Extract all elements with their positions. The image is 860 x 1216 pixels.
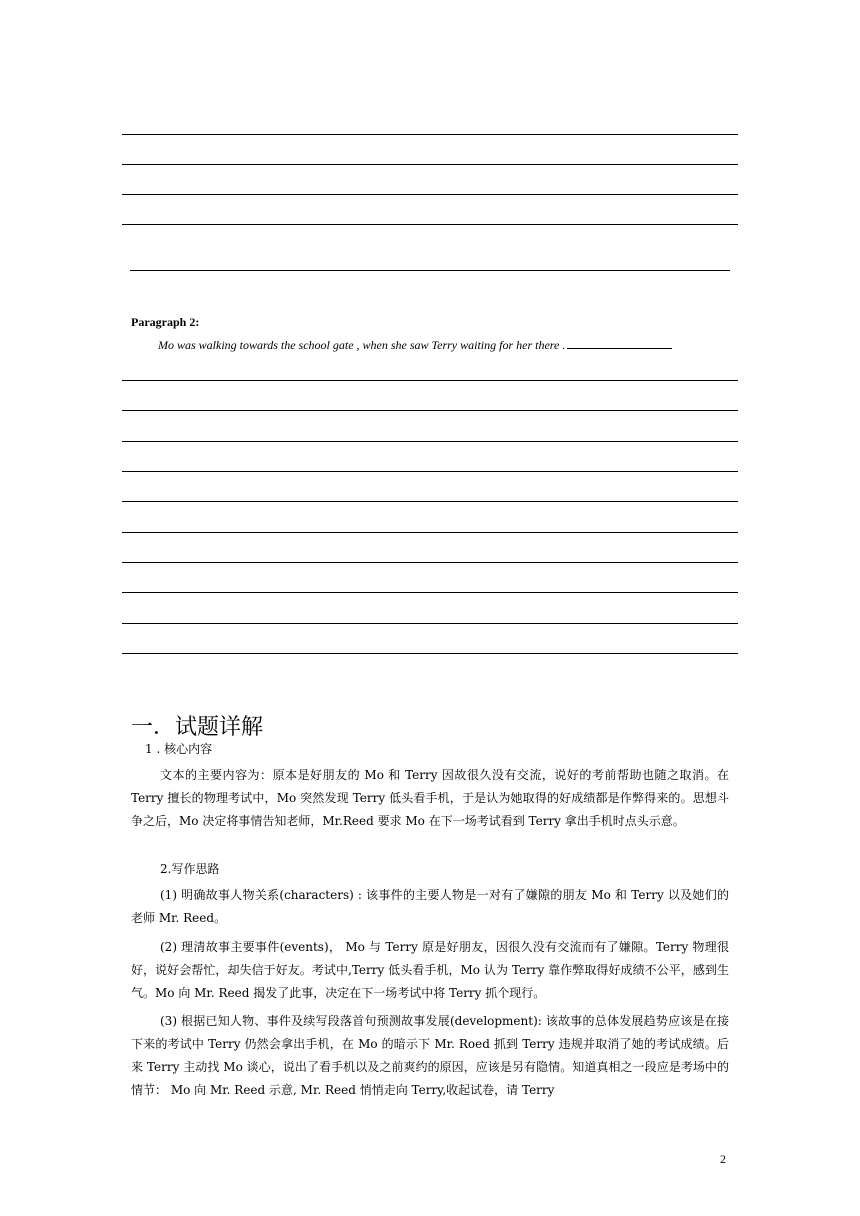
point-characters: (1) 明确故事人物关系(characters) : 该事件的主要人物是一对有了嫌隙的朋友 Mo 和 Terry 以及她们的老师 Mr. Reed。 [131, 888, 729, 925]
answer-blank[interactable] [567, 336, 672, 349]
opening-sentence: Mo was walking towards the school gate , when she saw Terry waiting for her there . [158, 338, 566, 352]
writing-line [130, 270, 730, 271]
page-number: 2 [720, 1152, 726, 1166]
subsection-writing-ideas: 2.写作思路 [160, 862, 220, 876]
point-events: (2) 理清故事主要事件(events)， Mo 与 Terry 原是好朋友，因很久没有交流而有了嫌隙。Terry 物理很好，说好会帮忙，却失信于好友。考试中,Terry 低头看手机，Mo 认为 Terry 靠作弊取得好成绩不公平，感到生气。Mo 向 Mr. Reed 揭发了此事，决定在下一场考试中将 Terry 抓个现行。 [131, 940, 729, 1000]
writing-line [122, 380, 738, 381]
writing-line [122, 134, 738, 135]
writing-line [122, 164, 738, 165]
writing-line [122, 623, 738, 624]
subsection-core-content: 1 . 核心内容 [145, 742, 213, 756]
writing-line [122, 532, 738, 533]
writing-line [122, 410, 738, 411]
writing-line [122, 224, 738, 225]
writing-line [122, 471, 738, 472]
writing-line [122, 592, 738, 593]
paragraph-2-opening [158, 336, 672, 353]
section-title: 一．试题详解 [131, 715, 264, 740]
writing-line [122, 194, 738, 195]
writing-line [122, 653, 738, 654]
summary-paragraph: 文本的主要内容为：原本是好朋友的 Mo 和 Terry 因故很久没有交流，说好的考前帮助也随之取消。在 Terry 擅长的物理考试中，Mo 突然发现 Terry 低头看手机，于是认为她取得的好成绩都是作弊得来的。思想斗争之后，Mo 决定将事情告知老师，Mr.Reed 要求 Mo 在下一场考试看到 Terry 拿出手机时点头示意。 [131, 768, 729, 828]
paragraph-2-heading: Paragraph 2: [131, 315, 200, 329]
writing-line [122, 441, 738, 442]
point-development: (3) 根据已知人物、事件及续写段落首句预测故事发展(development): 该故事的总体发展趋势应该是在接下来的考试中 Terry 仍然会拿出手机，在 Mo 的暗示下 Mr. Roed 抓到 Terry 违规并取消了她的考试成绩。后来 Terry 主动找 Mo 谈心，说出了看手机以及之前爽约的原因，应该是另有隐情。知道真相之一段应是考场中的情节： Mo 向 Mr. Reed 示意, Mr. Reed 悄悄走向 Terry,收起试卷，请 Terry [131, 1014, 729, 1097]
writing-line [122, 562, 738, 563]
writing-line [122, 501, 738, 502]
